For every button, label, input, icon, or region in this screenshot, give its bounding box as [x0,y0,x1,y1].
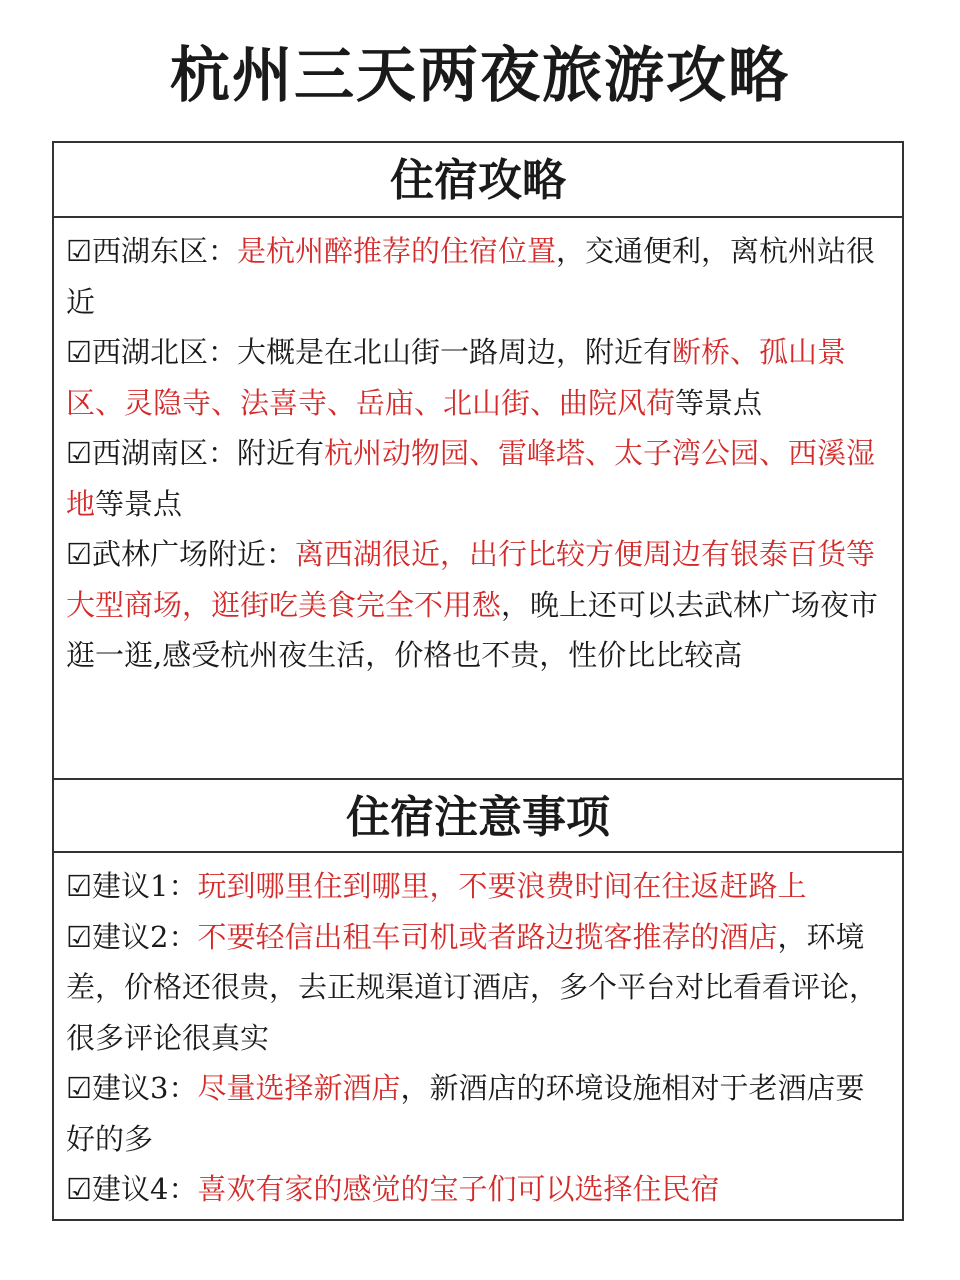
item-highlight: 是杭州醉推荐的住宿位置 [237,234,557,268]
section-heading-notes: 住宿注意事项 [54,778,902,853]
list-item [66,226,890,327]
content-box [52,141,904,1221]
item-text: ☑西湖北区：大概是在北山街一路周边，附近有 [66,335,672,369]
item-highlight: 喜欢有家的感觉的宝子们可以选择住民宿 [197,1172,720,1206]
list-item [66,861,890,912]
item-text: ☑建议1： [66,869,198,903]
section-body-notes [54,853,902,1223]
item-text: 等景点 [675,385,763,420]
item-text: 等景点 [95,486,183,521]
item-highlight: 离西湖很近，出行比较方便周边有银泰百货等大型商场，逛街吃美食完全不用愁 [66,537,876,622]
list-item [66,529,890,681]
item-highlight: 杭州动物园、雷峰塔、太子湾公园、西溪湿地 [66,436,876,521]
page-title: 杭州三天两夜旅游攻略 [170,41,790,111]
item-text: ☑武林广场附近： [66,537,295,571]
item-text: ☑建议2： [66,919,198,954]
item-highlight: 玩到哪里住到哪里，不要浪费时间在往返赶路上 [197,869,807,903]
item-text: ☑西湖东区： [66,234,237,268]
section-heading-accommodation: 住宿攻略 [54,143,902,218]
section-body-accommodation [54,218,902,778]
list-item [66,1063,890,1164]
item-text: ，环境差，价格还很贵，去正规渠道订酒店，多个平台对比看看评论，很多评论很真实 [66,919,879,1055]
item-text: ，新酒店的环境设施相对于老酒店要好的多 [66,1071,865,1156]
list-item [66,1164,890,1215]
item-highlight: 尽量选择新酒店 [197,1071,401,1105]
list-item [66,912,890,1064]
item-text: ，交通便利，离杭州站很近 [66,234,876,319]
item-text: ☑建议4： [66,1172,198,1206]
item-highlight: 断桥、孤山景区、灵隐寺、法喜寺、岳庙、北山街、曲院风荷 [66,335,847,420]
item-text: ，晚上还可以去武林广场夜市逛一逛,感受杭州夜生活，价格也不贵，性价比比较高 [66,587,879,672]
list-item [66,428,890,529]
item-text: ☑西湖南区：附近有 [66,436,324,470]
item-highlight: 不要轻信出租车司机或者路边揽客推荐的酒店 [197,919,778,954]
item-text: ☑建议3： [66,1071,198,1105]
list-item [66,327,890,428]
